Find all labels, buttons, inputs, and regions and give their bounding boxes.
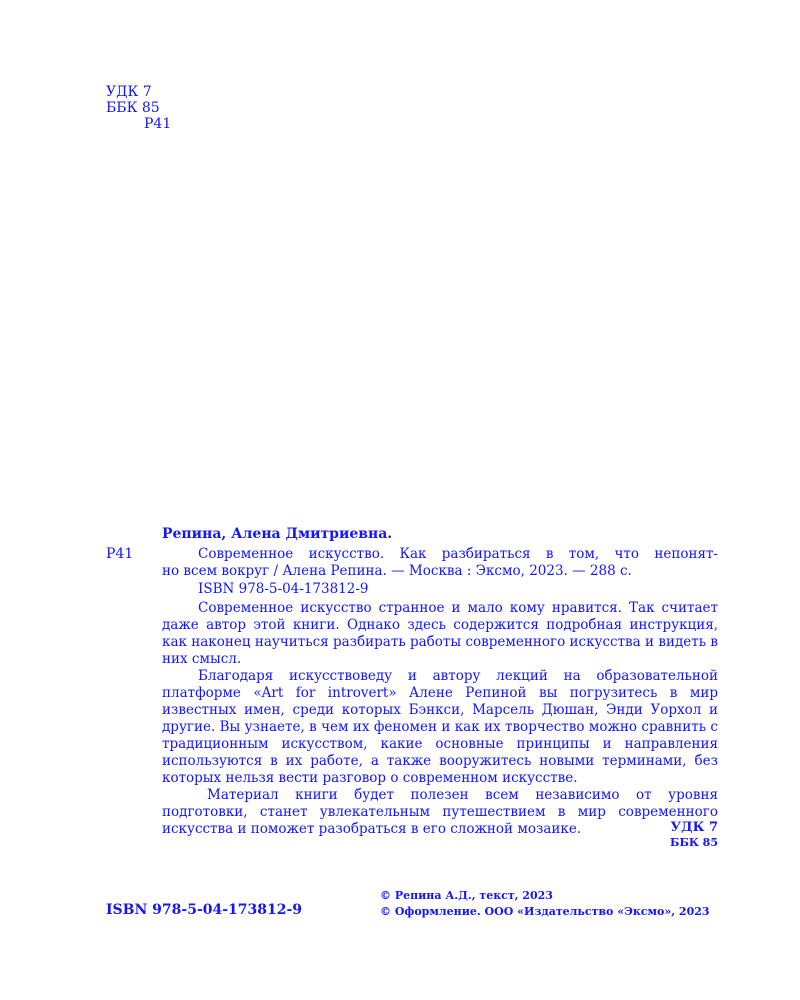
annotation-paragraph-1: Современное искусство странное и мало кому нравится. Так считает даже автор этой книги. Однако здесь содержится подробная инструкция, как наконец научиться разбирать работы современного искусства и видеть в них смысл. [162, 600, 718, 667]
title-line-2: но всем вокруг / Алена Репина. — Москва : Эксмо, 2023. — 288 с. [162, 563, 632, 579]
bibliographic-description [162, 546, 718, 580]
isbn-footer: ISBN 978-5-04-173812-9 [106, 902, 303, 918]
annotation [162, 600, 718, 838]
author-mark-record: Р41 [106, 546, 134, 562]
author-heading: Репина, Алена Дмитриевна. [162, 526, 393, 542]
bbk-code-bottom: ББК 85 [670, 836, 718, 849]
copyright-block [380, 888, 710, 920]
copyright-design: © Оформление. ООО «Издательство «Эксмо», 2023 [380, 905, 710, 918]
annotation-paragraph-3: Материал книги будет полезен всем независимо от уровня подготовки, станет увлекательным путешествием в мир современного искусства и поможет разобраться в его сложной мозаике. [162, 787, 718, 837]
classification-codes-top [106, 84, 171, 132]
classification-codes-bottom [670, 820, 718, 850]
title-line-1: Современное искусство. Как разбираться в том, что непонят- [198, 546, 718, 562]
udk-code-bottom: УДК 7 [670, 820, 718, 835]
copyright-text: © Репина А.Д., текст, 2023 [380, 889, 553, 902]
author-mark: Р41 [144, 116, 172, 132]
udk-code: УДК 7 [106, 84, 152, 100]
bbk-code: ББК 85 [106, 100, 160, 116]
annotation-paragraph-2: Благодаря искусствоведу и автору лекций на образовательной платформе «Art for introvert» Алене Репиной вы погрузитесь в мир известных имен, среди которых Бэнкси, Марсель Дюшан, Энди Уорхол и другие. Вы узнаете, в чем их феномен и как их творчество можно сравнить с традиционным искусством, какие основные принципы и направления используются в их работе, а также вооружитесь новыми терминами, без которых нельзя вести разговор о современном искусстве. [162, 668, 718, 786]
isbn: ISBN 978-5-04-173812-9 [198, 581, 369, 597]
